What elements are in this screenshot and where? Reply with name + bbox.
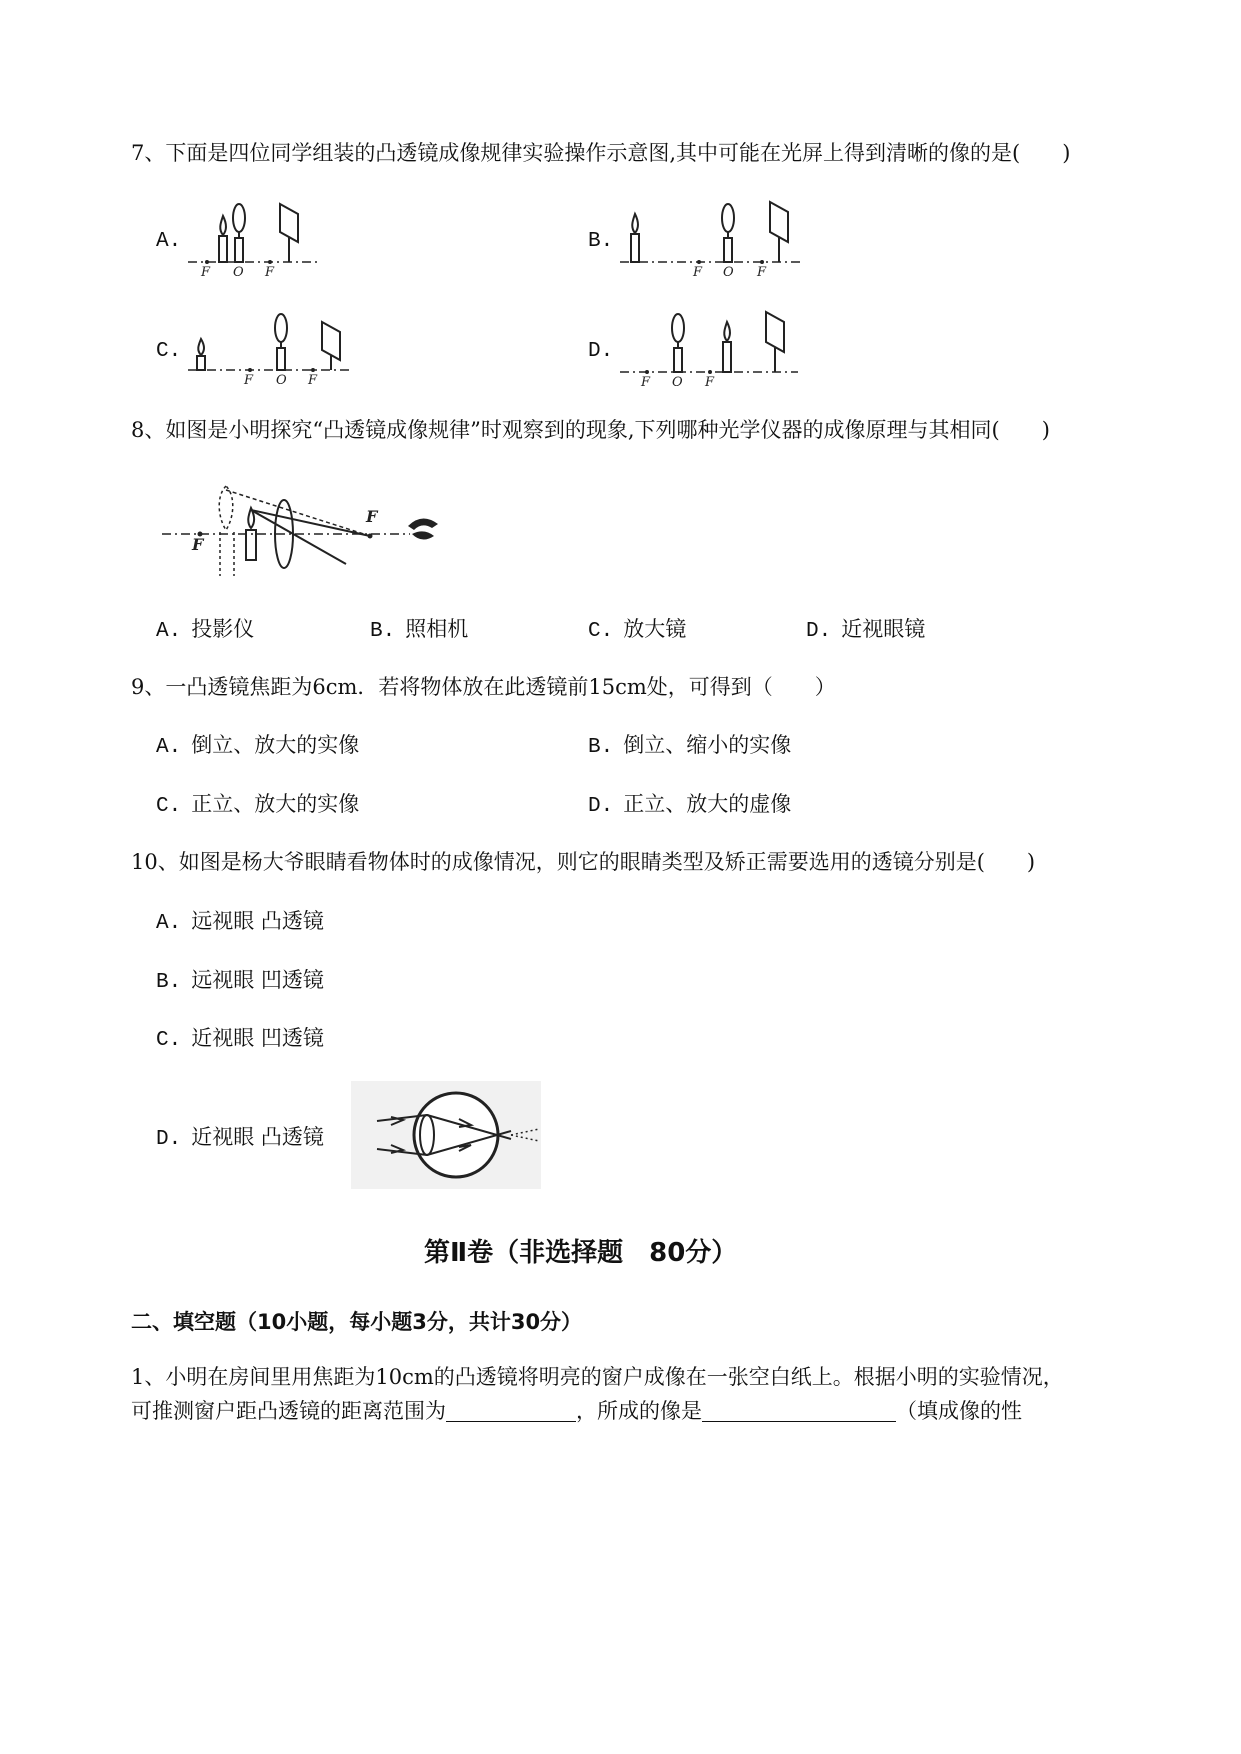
- q7-figure-a: [188, 198, 328, 278]
- q10-option-d[interactable]: [156, 1127, 324, 1150]
- focal-point-label: F: [757, 265, 767, 280]
- focal-point-label: F: [192, 535, 204, 554]
- part2-heading: 第Ⅱ卷（非选择题 80分）: [424, 1238, 738, 1268]
- q9-option-c[interactable]: [156, 794, 359, 817]
- q7-figure-c: [188, 308, 358, 388]
- optical-center-label: O: [233, 265, 244, 280]
- option-text: 近视眼 凸透镜: [191, 1125, 324, 1149]
- optical-center-label: O: [723, 265, 734, 280]
- focal-point-label: F: [705, 375, 715, 390]
- q8-option-a[interactable]: [156, 619, 254, 642]
- option-label: C.: [156, 340, 182, 363]
- q9-option-b[interactable]: [588, 735, 791, 758]
- option-text: 倒立、缩小的实像: [623, 733, 792, 757]
- optical-center-label: O: [672, 375, 683, 390]
- fill-q1-line2: [131, 1401, 1022, 1422]
- option-text: 放大镜: [623, 617, 687, 641]
- focal-point-label: F: [308, 373, 318, 388]
- fill-q1-text-c: （填成像的性: [896, 1399, 1022, 1423]
- optical-center-label: O: [276, 373, 287, 388]
- option-label: D.: [588, 340, 614, 363]
- q7-figure-d: [620, 308, 810, 388]
- option-text: 正立、放大的虚像: [623, 792, 792, 816]
- option-text: 照相机: [405, 617, 469, 641]
- option-text: 远视眼 凸透镜: [191, 909, 324, 933]
- option-label: D.: [806, 620, 832, 643]
- fill-q1-text-b: ，所成的像是: [576, 1399, 702, 1423]
- q7-option-b[interactable]: [588, 229, 623, 252]
- focal-point-label: F: [693, 265, 703, 280]
- option-label: A.: [156, 736, 182, 759]
- q8-stem: 8、如图是小明探究“凸透镜成像规律”时观察到的现象,下列哪种光学仪器的成像原理与其相同( ): [131, 418, 1050, 442]
- option-label: A.: [156, 230, 182, 253]
- q7-option-d[interactable]: [588, 339, 623, 362]
- section-title: 二、填空题（10小题，每小题3分，共计30分）: [131, 1310, 583, 1334]
- option-text: 倒立、放大的实像: [191, 733, 360, 757]
- option-text: 正立、放大的实像: [191, 792, 360, 816]
- option-label: D.: [156, 1128, 182, 1151]
- option-text: 投影仪: [191, 617, 255, 641]
- option-label: C.: [156, 795, 182, 818]
- q7-option-a[interactable]: [156, 229, 191, 252]
- focal-point-label: F: [265, 265, 275, 280]
- q7-stem: 7、下面是四位同学组装的凸透镜成像规律实验操作示意图,其中可能在光屏上得到清晰的像的是( ): [131, 141, 1071, 165]
- q8-figure: [160, 478, 450, 588]
- option-text: 远视眼 凹透镜: [191, 968, 324, 992]
- answer-blank-1[interactable]: [446, 1401, 576, 1422]
- option-label: A.: [156, 912, 182, 935]
- q10-eye-figure: [351, 1081, 541, 1189]
- q7-figure-b: [620, 198, 810, 278]
- fill-q1-line1: 1、小明在房间里用焦距为10cm的凸透镜将明亮的窗户成像在一张空白纸上。根据小明的实验情况，: [131, 1365, 1064, 1389]
- q8-option-c[interactable]: [588, 619, 686, 642]
- q10-option-b[interactable]: [156, 970, 324, 993]
- option-label: B.: [156, 971, 182, 994]
- focal-point-label: F: [244, 373, 254, 388]
- option-label: C.: [588, 620, 614, 643]
- q9-option-d[interactable]: [588, 794, 791, 817]
- q8-option-b[interactable]: [370, 619, 468, 642]
- option-text: 近视眼镜: [841, 617, 926, 641]
- eye-icon: [408, 518, 438, 530]
- q9-stem: 9、一凸透镜焦距为6cm．若将物体放在此透镜前15cm处，可得到（ ）: [131, 675, 836, 699]
- option-label: D.: [588, 795, 614, 818]
- q7-option-c[interactable]: [156, 339, 191, 362]
- option-label: B.: [588, 230, 614, 253]
- option-label: A.: [156, 620, 182, 643]
- q10-option-c[interactable]: [156, 1028, 324, 1051]
- option-label: B.: [588, 736, 614, 759]
- focal-point-label: F: [641, 375, 651, 390]
- q10-stem: 10、如图是杨大爷眼睛看物体时的成像情况，则它的眼睛类型及矫正需要选用的透镜分别是( ): [131, 850, 1036, 874]
- answer-blank-2[interactable]: [702, 1401, 896, 1422]
- option-label: B.: [370, 620, 396, 643]
- q10-option-a[interactable]: [156, 911, 324, 934]
- focal-point-label: F: [201, 265, 211, 280]
- fill-q1-text-a: 可推测窗户距凸透镜的距离范围为: [131, 1399, 446, 1423]
- q9-option-a[interactable]: [156, 735, 359, 758]
- q8-option-d[interactable]: [806, 619, 925, 642]
- option-label: C.: [156, 1029, 182, 1052]
- option-text: 近视眼 凹透镜: [191, 1026, 324, 1050]
- focal-point-label: F: [366, 507, 378, 526]
